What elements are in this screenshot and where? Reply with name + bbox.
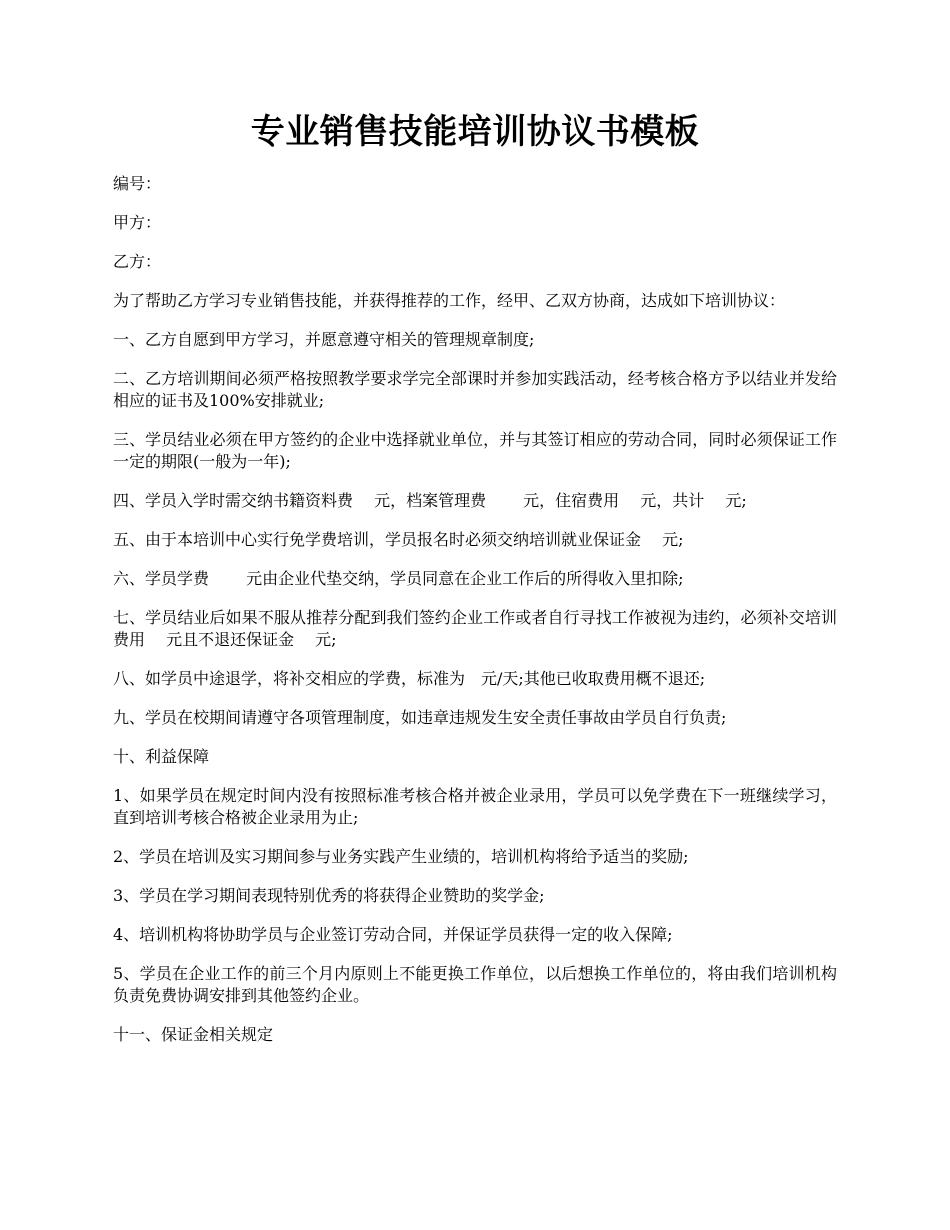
benefit-item-1: 1、如果学员在规定时间内没有按照标准考核合格并被企业录用，学员可以免学费在下一班继续学习，直到培训考核合格被企业录用为止; (113, 786, 837, 827)
clause-10-heading: 十、利益保障 (113, 747, 210, 766)
party-a-field: 甲方： (113, 213, 162, 232)
party-b-field: 乙方： (113, 252, 162, 271)
intro-paragraph: 为了帮助乙方学习专业销售技能，并获得推荐的工作，经甲、乙双方协商，达成如下培训协议： (113, 291, 786, 310)
benefit-item-5: 5、学员在企业工作的前三个月内原则上不能更换工作单位，以后想换工作单位的，将由我们培训机构负责免费协调安排到其他签约企业。 (113, 964, 837, 1005)
clause-9: 九、学员在校期间请遵守各项管理制度，如违章违规发生安全责任事故由学员自行负责; (113, 708, 727, 727)
benefit-item-4: 4、培训机构将协助学员与企业签订劳动合同，并保证学员获得一定的收入保障; (113, 925, 673, 944)
clause-5: 五、由于本培训中心实行免学费培训，学员报名时必须交纳培训就业保证金 元; (113, 530, 684, 549)
clause-11-heading: 十一、保证金相关规定 (113, 1025, 274, 1044)
clause-7: 七、学员结业后如果不服从推荐分配到我们签约企业工作或者自行寻找工作被视为违约，必须补交培训费用 元且不退还保证金 元; (113, 608, 837, 649)
benefit-item-2: 2、学员在培训及实习期间参与业务实践产生业绩的，培训机构将给予适当的奖励; (113, 847, 689, 866)
document-title: 专业销售技能培训协议书模板 (250, 112, 700, 152)
clause-6: 六、学员学费 元由企业代垫交纳，学员同意在企业工作后的所得收入里扣除; (113, 569, 684, 588)
clause-2: 二、乙方培训期间必须严格按照教学要求学完全部课时并参加实践活动，经考核合格方予以结业并发给相应的证书及100%安排就业; (113, 369, 837, 410)
clause-8: 八、如学员中途退学，将补交相应的学费，标准为 元/天;其他已收取费用概不退还; (113, 669, 706, 688)
clause-1: 一、乙方自愿到甲方学习，并愿意遵守相关的管理规章制度; (113, 330, 535, 349)
clause-3: 三、学员结业必须在甲方签约的企业中选择就业单位，并与其签订相应的劳动合同，同时必须保证工作一定的期限(一般为一年); (113, 430, 837, 471)
benefit-item-3: 3、学员在学习期间表现特别优秀的将获得企业赞助的奖学金; (113, 886, 545, 905)
clause-4: 四、学员入学时需交纳书籍资料费 元，档案管理费 元，住宿费用 元，共计 元; (113, 491, 747, 510)
serial-number-field: 编号： (113, 174, 162, 193)
